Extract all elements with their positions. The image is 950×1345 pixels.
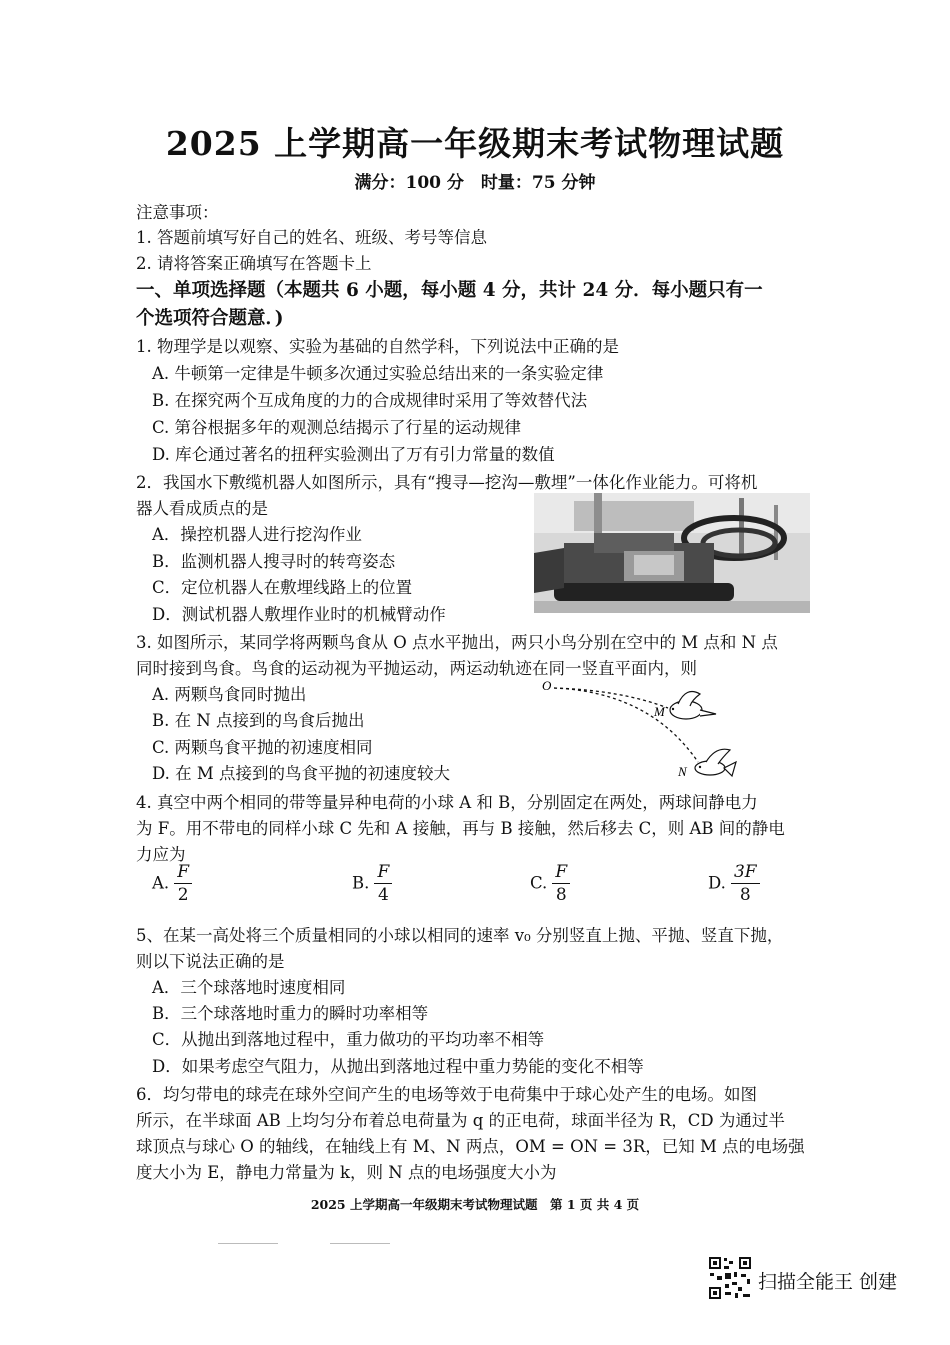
- section-heading-line1: 一、单项选择题（本题共 6 小题，每小题 4 分，共计 24 分．每小题只有一: [136, 280, 763, 301]
- option-label: D.: [708, 873, 726, 893]
- denominator: 8: [739, 885, 751, 905]
- denominator: 8: [555, 885, 567, 905]
- divider: [330, 1243, 390, 1244]
- question-5-option-b: B．三个球落地时重力的瞬时功率相等: [152, 1004, 429, 1023]
- robot-photo: [534, 493, 810, 613]
- robot-photo-illustration: [534, 493, 810, 613]
- question-6-stem-line1: 6．均匀带电的球壳在球外空间产生的电场等效于电荷集中于球心处产生的电场。如图: [136, 1085, 757, 1104]
- fraction: [552, 864, 570, 904]
- question-3-stem-line1: 3. 如图所示，某同学将两颗鸟食从 O 点水平抛出，两只小鸟分别在空中的 M 点和 N 点: [136, 633, 778, 652]
- question-1-stem: 1. 物理学是以观察、实验为基础的自然学科，下列说法中正确的是: [136, 337, 619, 356]
- fraction: [374, 864, 392, 904]
- question-2-option-b: B．监测机器人搜寻时的转弯姿态: [152, 552, 396, 571]
- question-2-option-a: A．操控机器人进行挖沟作业: [152, 525, 362, 544]
- numerator: F: [174, 864, 192, 884]
- question-1-option-c: C. 第谷根据多年的观测总结揭示了行星的运动规律: [152, 418, 522, 437]
- question-2-stem-line2: 器人看成质点的是: [136, 499, 268, 518]
- question-4-option-a: [152, 864, 192, 904]
- question-3-option-c: C. 两颗鸟食平抛的初速度相同: [152, 738, 373, 757]
- point-n-label: N: [678, 764, 687, 779]
- section-heading-line2: 个选项符合题意．): [136, 308, 284, 329]
- question-4-stem-line2: 为 F。用不带电的同样小球 C 先和 A 接触，再与 B 接触，然后移去 C，则 AB 间的静电: [136, 819, 785, 838]
- question-4-option-d: [708, 864, 760, 904]
- question-6-stem-line4: 度大小为 E，静电力常量为 k，则 N 点的电场强度大小为: [136, 1163, 557, 1182]
- bird-n-icon: [695, 749, 736, 776]
- numerator: 3F: [731, 864, 760, 884]
- question-5-option-a: A．三个球落地时速度相同: [152, 978, 346, 997]
- question-6-stem-line2: 所示，在半球面 AB 上均匀分布着总电荷量为 q 的正电荷，球面半径为 R，CD 为通过半: [136, 1111, 785, 1130]
- trajectory-n: [554, 688, 698, 762]
- question-3-option-d: D. 在 M 点接到的鸟食平抛的初速度较大: [152, 764, 451, 783]
- fraction: [731, 864, 760, 904]
- notice-heading: 注意事项：: [136, 203, 219, 222]
- trajectory-m: [554, 688, 668, 708]
- exam-info: 满分：100 分 时量：75 分钟: [354, 173, 596, 193]
- question-5-stem-line2: 则以下说法正确的是: [136, 952, 285, 971]
- numerator: F: [552, 864, 570, 884]
- option-label: C.: [530, 873, 548, 893]
- bird-m-icon: [670, 692, 716, 719]
- denominator: 4: [377, 885, 389, 905]
- notice-item-2: 2. 请将答案正确填写在答题卡上: [136, 254, 372, 273]
- question-1-option-d: D. 库仑通过著名的扭秤实验测出了万有引力常量的数值: [152, 445, 555, 464]
- question-2-stem-line1: 2．我国水下敷缆机器人如图所示，具有“搜寻—挖沟—敷埋”一体化作业能力。可将机: [136, 473, 758, 492]
- projectile-diagram: [540, 676, 750, 786]
- scanner-watermark: 扫描全能王 创建: [758, 1271, 898, 1293]
- point-o-label: O: [542, 678, 552, 693]
- question-5-option-c: C．从抛出到落地过程中，重力做功的平均功率不相等: [152, 1030, 545, 1049]
- point-m-label: M: [654, 704, 665, 719]
- question-3-option-b: B. 在 N 点接到的鸟食后抛出: [152, 711, 365, 730]
- numerator: F: [374, 864, 392, 884]
- notice-item-1: 1. 答题前填写好自己的姓名、班级、考号等信息: [136, 228, 487, 247]
- page-title: 2025 上学期高一年级期末考试物理试题: [165, 124, 785, 163]
- question-1-option-b: B. 在探究两个互成角度的力的合成规律时采用了等效替代法: [152, 391, 588, 410]
- question-3-option-a: A. 两颗鸟食同时抛出: [152, 685, 307, 704]
- question-3-stem-line2: 同时接到鸟食。鸟食的运动视为平抛运动，两运动轨迹在同一竖直平面内，则: [136, 659, 697, 678]
- question-4-option-c: [530, 864, 570, 904]
- question-4-stem-line3: 力应为: [136, 845, 186, 864]
- option-label: A.: [152, 873, 170, 893]
- question-2-option-c: C．定位机器人在敷埋线路上的位置: [152, 578, 413, 597]
- question-4-option-b: [352, 864, 392, 904]
- qr-code-icon: [708, 1256, 752, 1300]
- question-1-option-a: A. 牛顿第一定律是牛顿多次通过实验总结出来的一条实验定律: [152, 364, 604, 383]
- fraction: [174, 864, 192, 904]
- page-footer: 2025 上学期高一年级期末考试物理试题 第 1 页 共 4 页: [310, 1197, 640, 1212]
- question-2-option-d: D．测试机器人敷埋作业时的机械臂动作: [152, 605, 446, 624]
- question-5-stem-line1: 5、在某一高处将三个质量相同的小球以相同的速率 v₀ 分别竖直上抛、平抛、竖直下抛，: [136, 926, 784, 945]
- option-label: B.: [352, 873, 370, 893]
- denominator: 2: [177, 885, 189, 905]
- question-4-stem-line1: 4. 真空中两个相同的带等量异种电荷的小球 A 和 B，分别固定在两处，两球间静电力: [136, 793, 758, 812]
- question-6-stem-line3: 球顶点与球心 O 的轴线，在轴线上有 M、N 两点，OM = ON = 3R，已知 M 点的电场强: [136, 1137, 805, 1156]
- question-5-option-d: D．如果考虑空气阻力，从抛出到落地过程中重力势能的变化不相等: [152, 1057, 644, 1076]
- divider: [218, 1243, 278, 1244]
